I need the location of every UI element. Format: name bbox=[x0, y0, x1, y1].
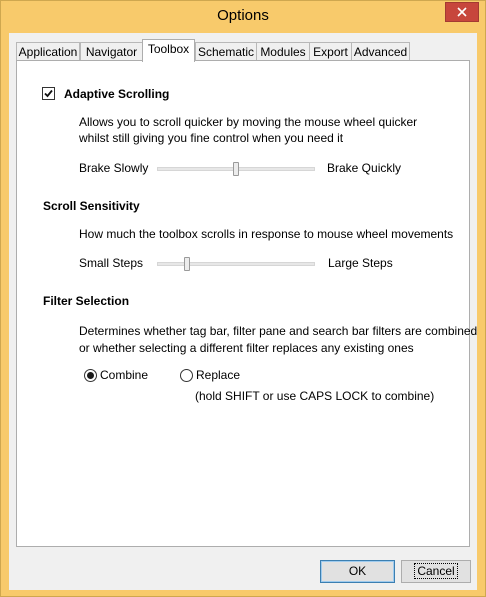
tab-application[interactable]: Application bbox=[16, 42, 80, 61]
small-steps-label: Small Steps bbox=[79, 256, 144, 270]
tab-schematic[interactable]: Schematic bbox=[195, 42, 257, 61]
brake-quickly-label: Brake Quickly bbox=[327, 161, 402, 175]
radio-selected-dot bbox=[87, 372, 94, 379]
checkmark-icon bbox=[43, 88, 54, 99]
dialog-client-area bbox=[9, 33, 477, 590]
cancel-button[interactable] bbox=[401, 560, 471, 583]
title-bar[interactable] bbox=[1, 1, 485, 33]
cancel-label: Cancel bbox=[417, 564, 455, 578]
brake-slider-thumb[interactable] bbox=[233, 162, 239, 176]
tab-advanced[interactable]: Advanced bbox=[351, 42, 410, 61]
filter-selection-heading: Filter Selection bbox=[43, 294, 130, 308]
combine-radio[interactable] bbox=[84, 369, 97, 382]
sensitivity-slider-track[interactable] bbox=[157, 262, 315, 266]
sensitivity-slider-thumb[interactable] bbox=[184, 257, 190, 271]
replace-radio[interactable] bbox=[180, 369, 193, 382]
adaptive-scrolling-description-2: whilst still giving you fine control when you need it bbox=[79, 131, 344, 145]
filter-selection-description-2: or whether selecting a different filter replaces any existing ones bbox=[79, 341, 414, 355]
tab-export[interactable]: Export bbox=[309, 42, 352, 61]
window-title: Options bbox=[217, 7, 269, 24]
scroll-sensitivity-description: How much the toolbox scrolls in response to mouse wheel movements bbox=[79, 227, 454, 241]
scroll-sensitivity-heading: Scroll Sensitivity bbox=[43, 199, 140, 213]
ok-button[interactable] bbox=[320, 560, 395, 583]
adaptive-scrolling-label[interactable]: Adaptive Scrolling bbox=[64, 87, 170, 101]
replace-label[interactable]: Replace bbox=[196, 368, 241, 382]
tab-toolbox[interactable]: Toolbox bbox=[142, 39, 195, 62]
filter-selection-description-1: Determines whether tag bar, filter pane and search bar filters are combined bbox=[79, 324, 478, 338]
adaptive-scrolling-description-1: Allows you to scroll quicker by moving the mouse wheel quicker bbox=[79, 115, 418, 129]
large-steps-label: Large Steps bbox=[328, 256, 393, 270]
close-icon bbox=[457, 7, 467, 17]
combine-hint: (hold SHIFT or use CAPS LOCK to combine) bbox=[195, 389, 435, 403]
close-button[interactable] bbox=[445, 2, 479, 22]
ok-label: OK bbox=[348, 564, 367, 578]
tab-modules[interactable]: Modules bbox=[256, 42, 310, 61]
toolbox-tab-panel bbox=[16, 60, 478, 547]
tab-navigator[interactable]: Navigator bbox=[80, 42, 143, 61]
adaptive-scrolling-checkbox[interactable] bbox=[42, 87, 55, 100]
brake-slowly-label: Brake Slowly bbox=[79, 161, 149, 175]
combine-label[interactable]: Combine bbox=[100, 368, 149, 382]
